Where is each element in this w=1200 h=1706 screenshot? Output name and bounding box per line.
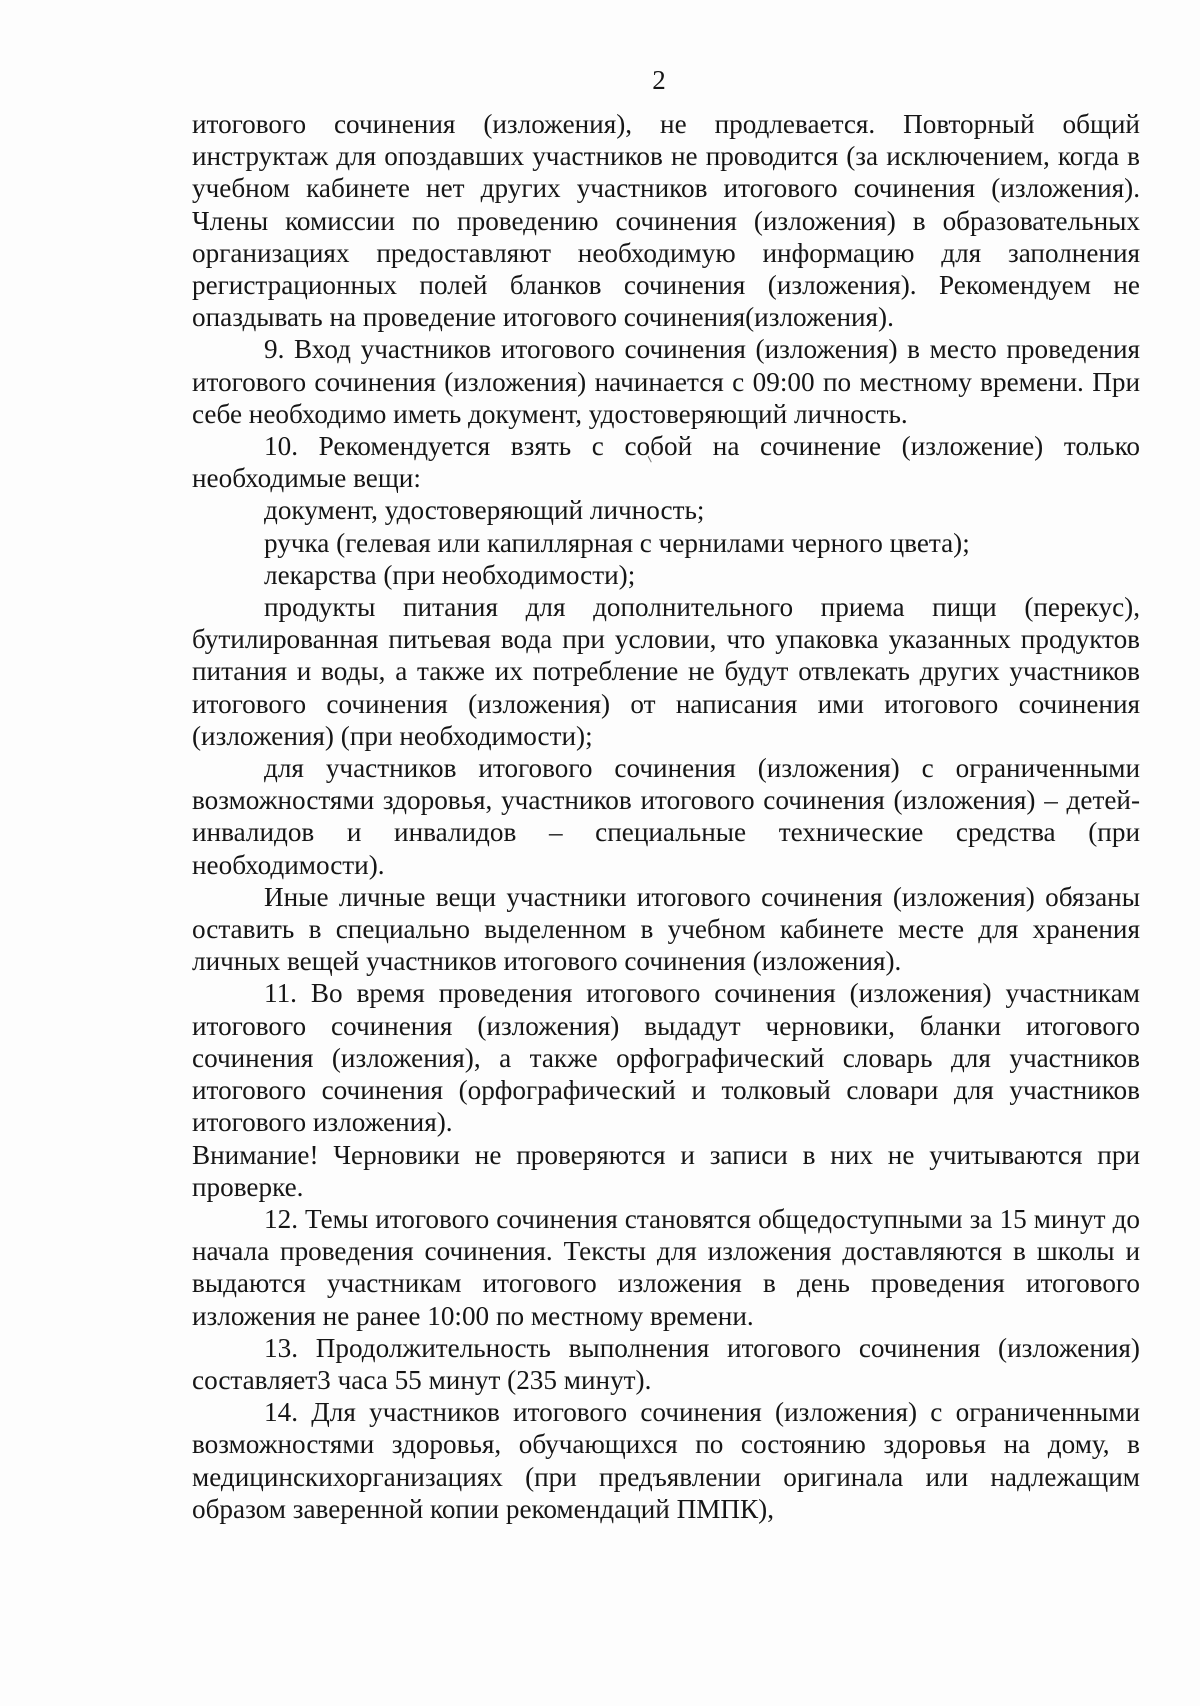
list-item-technical-means: для участников итогового сочинения (изложения) с ограниченными возможностями здоровья, участников итогового сочинения (изложения) – детей-инвалидов и инвалидов – специальные технические средства (при необходимости).	[192, 753, 1140, 880]
paragraph-item-9: 9. Вход участников итогового сочинения (изложения) в место проведения итогового сочинения (изложения) начинается с 09:00 по местному времени. При себе необходимо иметь документ, удостоверяющий личность.	[192, 334, 1140, 429]
paragraph-item-11: 11. Во время проведения итогового сочинения (изложения) участникам итогового сочинения (изложения) выдадут черновики, бланки итогового сочинения (изложения), а также орфографический словарь для участников итогового сочинения (орфографический и толковый словари для участников итогового изложения).	[192, 978, 1140, 1138]
paragraph-continuation: итогового сочинения (изложения), не продлевается. Повторный общий инструктаж для опоздавших участников не проводится (за исключением, когда в учебном кабинете нет других участников итогового сочинения (изложения). Члены комиссии по проведению сочинения (изложения) в образовательных организациях предоставляют необходимую информацию для заполнения регистрационных полей бланков сочинения (изложения). Рекомендуем не опаздывать на проведение итогового сочинения(изложения).	[192, 109, 1140, 333]
paragraph-attention: Внимание! Черновики не проверяются и записи в них не учитываются при проверке.	[192, 1139, 1140, 1202]
paragraph-item-13: 13. Продолжительность выполнения итогового сочинения (изложения) составляет3 часа 55 минут (235 минут).	[192, 1332, 1140, 1395]
paragraph-item-14: 14. Для участников итогового сочинения (изложения) с ограниченными возможностями здоровья, обучающихся по состоянию здоровья на дому, в медицинскихорганизациях (при предъявлении оригинала или надлежащим образом заверенной копии рекомендаций ПМПК),	[192, 1397, 1140, 1524]
page-number: 2	[652, 65, 666, 95]
paragraph-item-10: 10. Рекомендуется взять с собой на сочинение (изложение) только необходимые вещи:	[192, 431, 1140, 494]
list-item-document: документ, удостоверяющий личность;	[264, 495, 705, 526]
paragraph-item-12: 12. Темы итогового сочинения становятся общедоступными за 15 минут до начала проведения сочинения. Тексты для изложения доставляются в школы и выдаются участникам итогового изложения в день проведения итогового изложения не ранее 10:00 по местному времени.	[192, 1203, 1140, 1331]
list-item-medicine: лекарства (при необходимости);	[264, 559, 636, 590]
list-item-pen: ручка (гелевая или капиллярная с чернилами черного цвета);	[264, 527, 970, 558]
list-item-food: продукты питания для дополнительного приема пищи (перекус), бутилированная питьевая вода при условии, что упаковка указанных продуктов питания и воды, а также их потребление не будут отвлекать других участников итогового сочинения (изложения) от написания ими итогового сочинения (изложения) (при необходимости);	[192, 592, 1140, 751]
document-body	[192, 108, 1140, 1525]
paragraph-personal-items: Иные личные вещи участники итогового сочинения (изложения) обязаны оставить в специально выделенном в учебном кабинете месте для хранения личных вещей участников итогового сочинения (изложения).	[192, 881, 1140, 977]
